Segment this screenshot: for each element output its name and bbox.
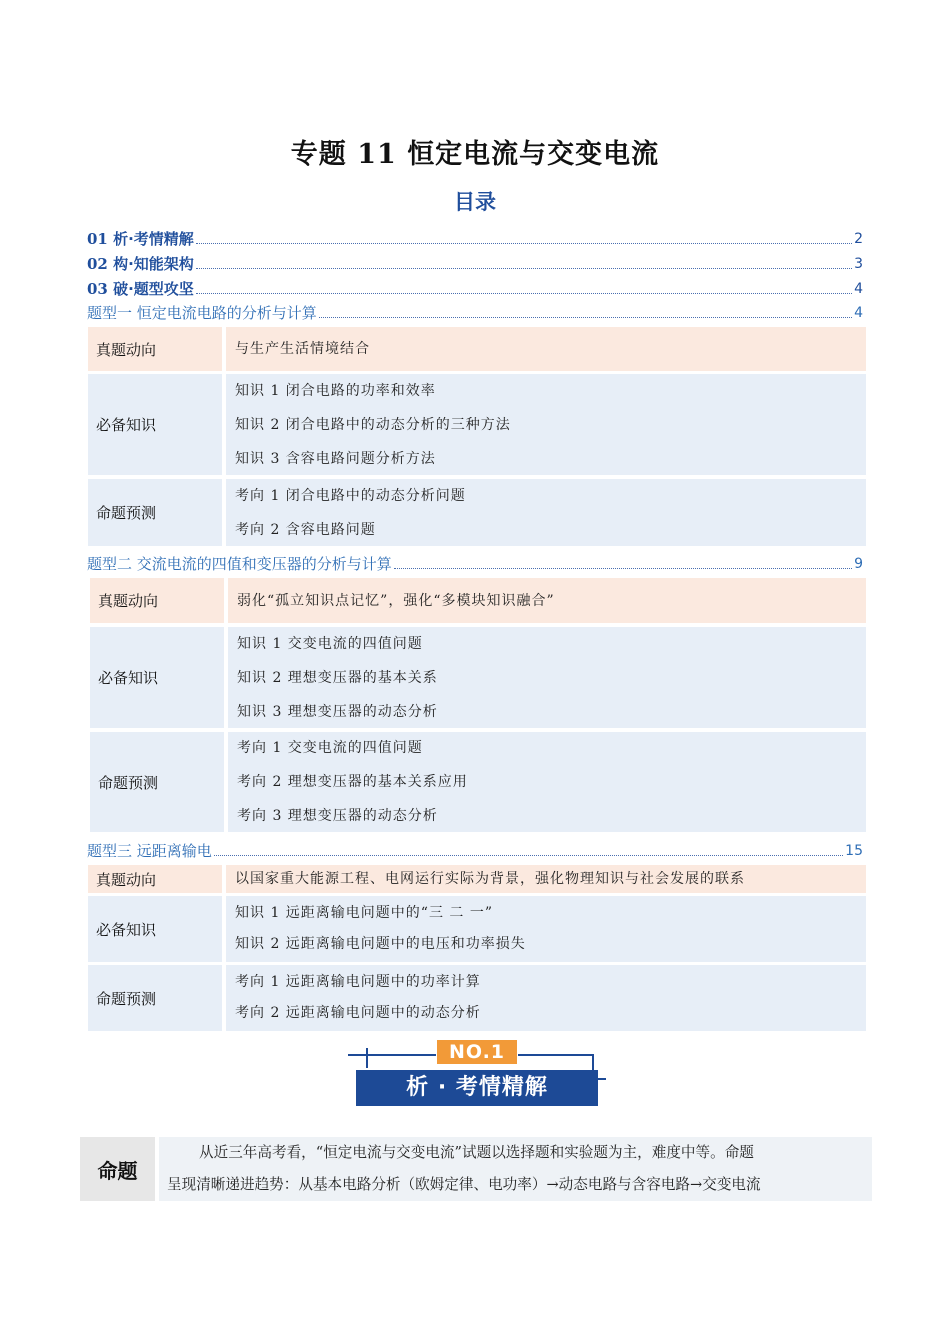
table-row	[88, 327, 866, 371]
row-item: 考向 1 交变电流的四值问题	[237, 740, 423, 756]
badge-line	[366, 1048, 368, 1068]
toc-heading: 目录	[454, 190, 496, 214]
section-badge	[348, 1038, 608, 1110]
row-head: 真题动向	[88, 327, 222, 371]
table-row	[88, 965, 866, 1031]
badge-number: NO.1	[437, 1040, 517, 1064]
row-head: 必备知识	[88, 374, 222, 475]
row-head: 命题预测	[88, 479, 222, 546]
table-row	[88, 374, 866, 475]
row-item: 知识 1 闭合电路的功率和效率	[235, 382, 436, 399]
row-head: 必备知识	[88, 896, 222, 962]
table-row	[90, 732, 866, 832]
row-item: 知识 1 交变电流的四值问题	[237, 635, 423, 652]
row-head: 真题动向	[90, 578, 224, 623]
row-item: 知识 3 理想变压器的动态分析	[237, 703, 438, 720]
toc-entry-03[interactable]: 03 破·题型攻坚 4	[87, 280, 863, 298]
badge-label: 析 · 考情精解	[356, 1070, 598, 1106]
intro-text	[159, 1137, 872, 1201]
row-item: 知识 2 闭合电路中的动态分析的三种方法	[235, 416, 511, 433]
intro-box	[80, 1137, 872, 1201]
row-item: 知识 2 理想变压器的基本关系	[237, 669, 438, 686]
row-head: 命题预测	[90, 732, 224, 832]
badge-line	[598, 1078, 606, 1080]
row-item: 弱化“孤立知识点记忆”，强化“多模块知识融合”	[237, 592, 555, 609]
row-item: 考向 2 远距离输电问题中的动态分析	[235, 1005, 481, 1021]
toc-section-2[interactable]: 题型二 交流电流的四值和变压器的分析与计算 9	[87, 555, 863, 573]
table-row	[90, 627, 866, 728]
intro-label: 命题	[80, 1137, 155, 1201]
row-head: 必备知识	[90, 627, 224, 728]
row-item: 考向 1 闭合电路中的动态分析问题	[235, 487, 466, 504]
table-row	[88, 896, 866, 962]
badge-line	[518, 1054, 592, 1056]
row-item: 知识 3 含容电路问题分析方法	[235, 450, 436, 467]
row-item: 知识 1 远距离输电问题中的“三 二 一”	[235, 905, 494, 921]
row-head: 命题预测	[88, 965, 222, 1031]
toc-entry-01[interactable]: 01 析·考情精解 2	[87, 230, 863, 248]
table-row	[90, 578, 866, 623]
badge-line	[348, 1054, 436, 1056]
row-item: 与生产生活情境结合	[235, 341, 370, 357]
toc-entry-02[interactable]: 02 构·知能架构 3	[87, 255, 863, 273]
badge-line	[592, 1054, 594, 1070]
toc-section-1[interactable]: 题型一 恒定电流电路的分析与计算 4	[87, 304, 863, 322]
row-item: 知识 2 远距离输电问题中的电压和功率损失	[235, 936, 526, 952]
row-item: 以国家重大能源工程、电网运行实际为背景，强化物理知识与社会发展的联系	[235, 871, 745, 887]
row-item: 考向 3 理想变压器的动态分析	[237, 808, 438, 824]
table-row	[88, 479, 866, 546]
toc-section-3[interactable]: 题型三 远距离输电 15	[87, 842, 863, 860]
page-title: 专题 11 恒定电流与交变电流	[290, 139, 660, 170]
row-item: 考向 2 理想变压器的基本关系应用	[237, 774, 468, 790]
table-row	[88, 865, 866, 893]
row-item: 考向 1 远距离输电问题中的功率计算	[235, 974, 481, 990]
row-head: 真题动向	[88, 865, 222, 893]
intro-line: 从近三年高考看，“恒定电流与交变电流”试题以选择题和实验题为主，难度中等。命题	[199, 1144, 754, 1161]
intro-line: 呈现清晰递进趋势：从基本电路分析（欧姆定律、电功率）→动态电路与含容电路→交变电流	[167, 1176, 761, 1193]
row-item: 考向 2 含容电路问题	[235, 521, 376, 538]
